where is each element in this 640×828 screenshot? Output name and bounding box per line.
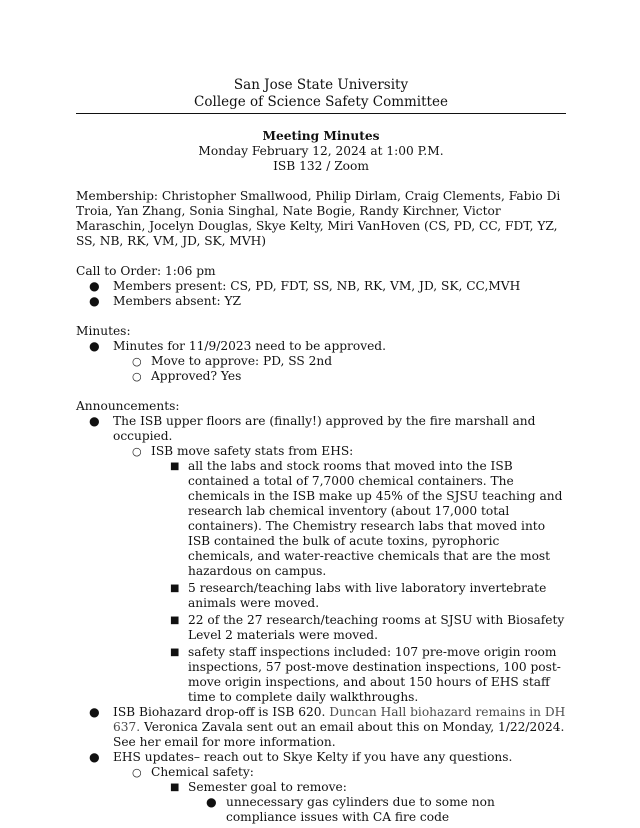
bullet-icon: ● bbox=[89, 414, 100, 428]
list-item bbox=[76, 294, 566, 309]
members-absent: Members absent: YZ bbox=[113, 294, 241, 308]
biohazard-isb: ISB Biohazard drop-off is ISB 620. bbox=[113, 705, 326, 719]
motion-text: Move to approve: PD, SS 2nd bbox=[151, 354, 333, 368]
circle-bullet-icon: ○ bbox=[132, 370, 142, 383]
bullet-icon: ● bbox=[89, 339, 100, 353]
biohazard-dh: Duncan Hall biohazard remains in DH 637. bbox=[113, 705, 566, 734]
bullet-icon: ● bbox=[206, 795, 217, 809]
biohazard-email-note: Veronica Zavala sent out an email about this on Monday, 1/22/2024. See her email for more information. bbox=[113, 720, 565, 749]
minutes-list bbox=[76, 339, 566, 384]
meeting-location: ISB 132 / Zoom bbox=[273, 159, 369, 173]
list-item bbox=[76, 765, 566, 780]
list-item bbox=[76, 279, 566, 294]
ehs-updates-text: EHS updates– reach out to Skye Kelty if you have any questions. bbox=[113, 750, 513, 764]
minutes-approval-item: Minutes for 11/9/2023 need to be approved. bbox=[113, 339, 386, 353]
list-item bbox=[76, 581, 566, 611]
attendance-list bbox=[76, 279, 566, 309]
announcements-heading: Announcements: bbox=[76, 399, 180, 413]
list-item bbox=[76, 705, 566, 750]
approval-status: Approved? Yes bbox=[151, 369, 242, 383]
meeting-title: Meeting Minutes bbox=[262, 129, 380, 143]
minutes-heading: Minutes: bbox=[76, 324, 131, 338]
square-bullet-icon: ■ bbox=[170, 615, 180, 626]
list-item bbox=[76, 354, 566, 369]
semester-goal-text: Semester goal to remove: bbox=[188, 780, 347, 794]
isb-stat-biosafety: 22 of the 27 research/teaching rooms at SJSU with Biosafety Level 2 materials were moved. bbox=[188, 613, 565, 642]
list-item bbox=[76, 459, 566, 579]
circle-bullet-icon: ○ bbox=[132, 445, 142, 458]
list-item bbox=[76, 795, 566, 825]
isb-stat-chemicals: all the labs and stock rooms that moved into the ISB contained a total of 7,7000 chemical containers. The chemicals in the ISB make up 45% of the SJSU teaching and research lab chemical inventory (about 17,000 total containers). The Chemistry research labs that moved into ISB contained the bulk of acute toxins, pyrophoric chemicals, and water-reactive chemicals that are the most hazardous on campus. bbox=[188, 459, 563, 578]
bullet-icon: ● bbox=[89, 279, 100, 293]
document-body bbox=[76, 77, 566, 825]
bullet-icon: ● bbox=[89, 705, 100, 719]
list-item bbox=[76, 444, 566, 459]
square-bullet-icon: ■ bbox=[170, 461, 180, 472]
square-bullet-icon: ■ bbox=[170, 583, 180, 594]
isb-stat-inspections: safety staff inspections included: 107 pre-move origin room inspections, 57 post-move destination inspections, 100 post-move origin inspections, and about 150 hours of EHS staff time to complete daily walkthroughs. bbox=[188, 645, 561, 704]
gas-cylinders-text: unnecessary gas cylinders due to some non compliance issues with CA fire code bbox=[226, 795, 495, 824]
members-present: Members present: CS, PD, FDT, SS, NB, RK, VM, JD, SK, CC,MVH bbox=[113, 279, 521, 293]
circle-bullet-icon: ○ bbox=[132, 355, 142, 368]
announcements-list bbox=[76, 414, 566, 825]
list-item bbox=[76, 369, 566, 384]
isb-floors-text: The ISB upper floors are (finally!) approved by the fire marshall and occupied. bbox=[113, 414, 536, 443]
bullet-icon: ● bbox=[89, 294, 100, 308]
square-bullet-icon: ■ bbox=[170, 782, 180, 793]
list-item bbox=[76, 645, 566, 705]
bullet-icon: ● bbox=[89, 750, 100, 764]
list-item bbox=[76, 339, 566, 354]
square-bullet-icon: ■ bbox=[170, 647, 180, 658]
list-item bbox=[76, 414, 566, 444]
call-to-order-heading: Call to Order: 1:06 pm bbox=[76, 264, 216, 278]
university-name: San Jose State University bbox=[233, 77, 409, 93]
list-item bbox=[76, 780, 566, 795]
chemical-safety-heading: Chemical safety: bbox=[151, 765, 254, 779]
isb-stat-animals: 5 research/teaching labs with live laboratory invertebrate animals were moved. bbox=[188, 581, 547, 610]
membership-paragraph: Membership: Christopher Smallwood, Philip Dirlam, Craig Clements, Fabio Di Troia, Yan Zhang, Sonia Singhal, Nate Bogie, Randy Kirchner, Victor Maraschin, Jocelyn Douglas, Skye Kelty, Miri VanHoven (CS, PD, CC, FDT, YZ, SS, NB, RK, VM, JD, SK, MVH) bbox=[76, 189, 561, 248]
committee-name: College of Science Safety Committee bbox=[194, 94, 448, 110]
meeting-date: Monday February 12, 2024 at 1:00 P.M. bbox=[198, 144, 444, 158]
isb-stats-heading: ISB move safety stats from EHS: bbox=[151, 444, 354, 458]
list-item bbox=[76, 613, 566, 643]
list-item bbox=[76, 750, 566, 765]
circle-bullet-icon: ○ bbox=[132, 766, 142, 779]
